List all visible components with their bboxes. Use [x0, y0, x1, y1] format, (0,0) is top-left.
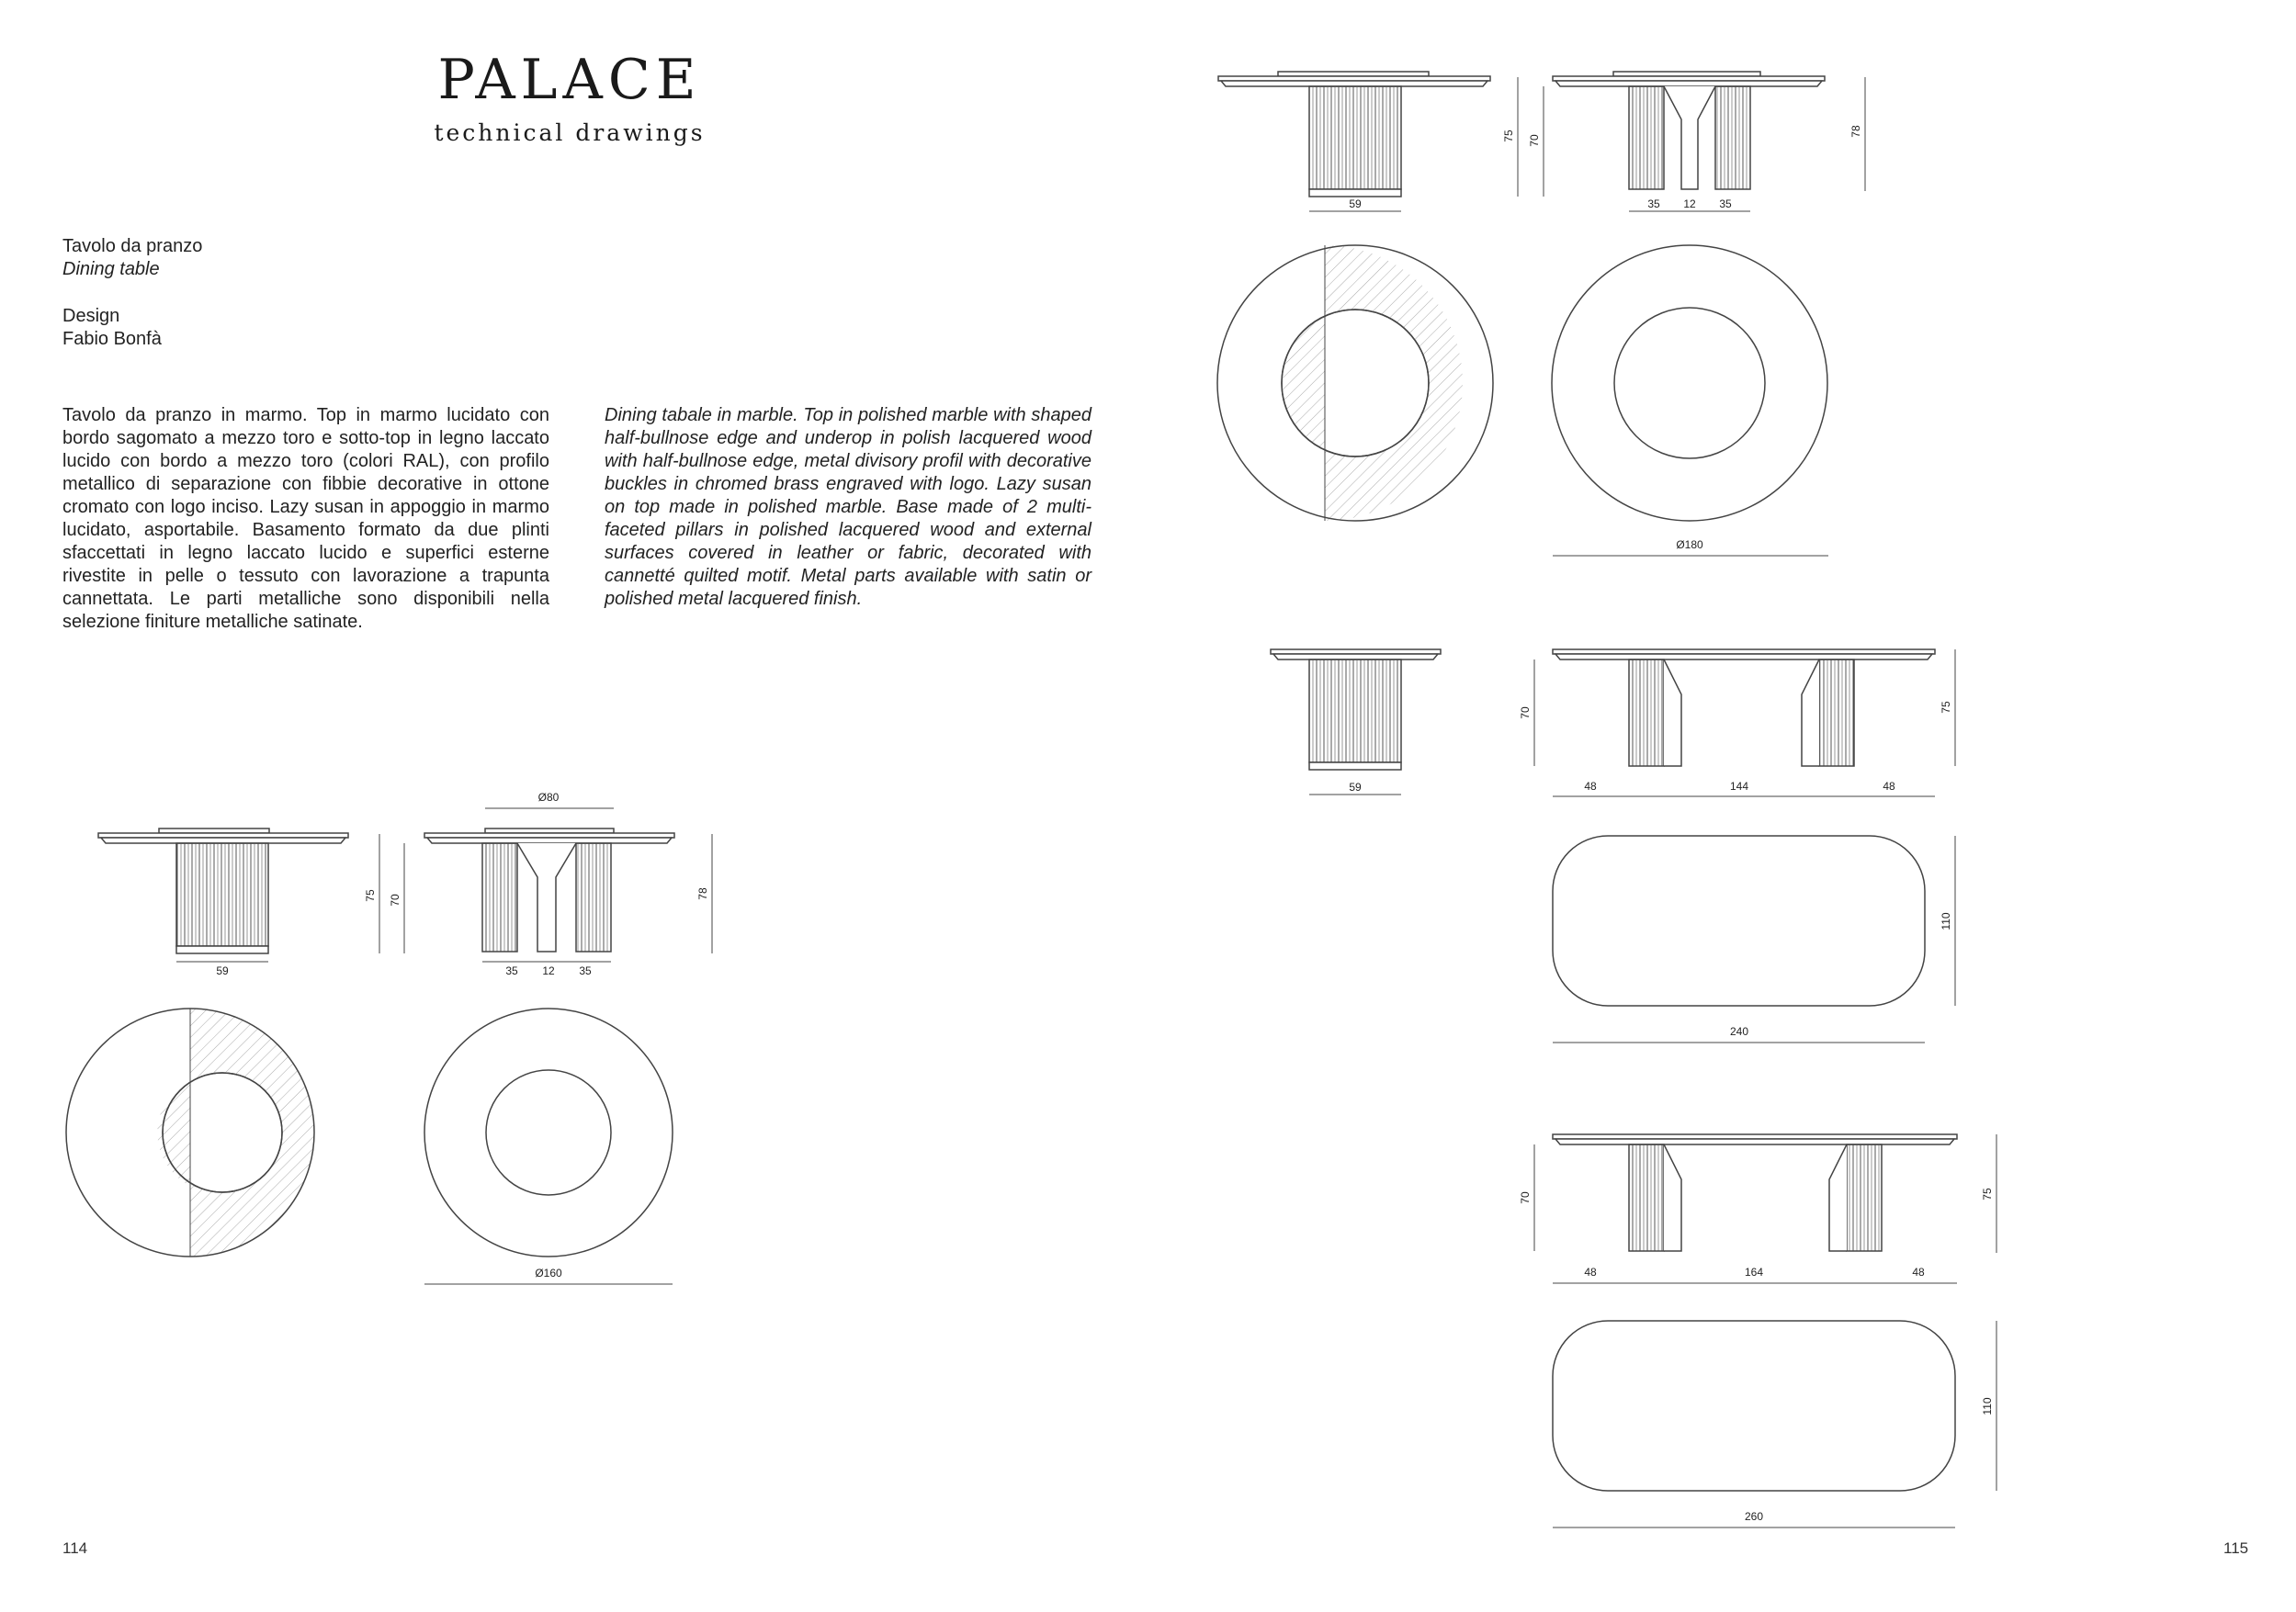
page-number-right: 115 — [2223, 1539, 2249, 1557]
round160-front-elevation — [424, 808, 712, 962]
rect260-length-label: 260 — [1744, 1510, 1764, 1523]
round160-pillar-right-label: 35 — [579, 964, 592, 977]
rect240-inner-height-label: 70 — [1519, 706, 1532, 719]
round160-front-height-label: 78 — [696, 887, 709, 900]
page-title: PALACE — [437, 48, 702, 112]
rect240-length-label: 240 — [1729, 1025, 1749, 1038]
round160-plan-section — [66, 1009, 314, 1257]
rect260-right-label: 48 — [1912, 1266, 1925, 1279]
rect260-middle-label: 164 — [1744, 1266, 1764, 1279]
round160-gap-label: 12 — [542, 964, 555, 977]
round160-side-elevation — [98, 829, 404, 962]
product-name-it: Tavolo da pranzo — [62, 236, 203, 256]
round180-plan-section — [1217, 245, 1493, 521]
round180-plan-top — [1552, 245, 1828, 556]
rect240-right-label: 48 — [1883, 780, 1895, 793]
product-name-en: Dining table — [62, 259, 160, 279]
round180-pillar-right-label: 35 — [1719, 197, 1732, 210]
rect240-left-label: 48 — [1584, 780, 1597, 793]
rect260-outer-height-label: 75 — [1981, 1188, 1994, 1201]
round180-side-base-label: 59 — [1349, 197, 1362, 210]
rect260-left-label: 48 — [1584, 1266, 1597, 1279]
rect260-inner-height-label: 70 — [1519, 1191, 1532, 1204]
rect240-side-base-label: 59 — [1349, 781, 1362, 794]
round180-height-70-label: 70 — [1528, 134, 1541, 147]
round160-plan-top — [424, 1009, 673, 1284]
rect240-plan-top — [1553, 836, 1955, 1043]
round160-pillar-left-label: 35 — [505, 964, 518, 977]
rect240-middle-label: 144 — [1729, 780, 1749, 793]
round160-lazy-susan-label: Ø80 — [537, 791, 560, 804]
round160-height-75-label: 75 — [364, 889, 377, 902]
rect240-side-elevation — [1271, 649, 1441, 795]
round180-diameter-label: Ø180 — [1676, 538, 1703, 551]
rect260-front-elevation — [1534, 1134, 1996, 1283]
rect240-outer-height-label: 75 — [1940, 701, 1952, 714]
round180-gap-label: 12 — [1683, 197, 1696, 210]
round180-pillar-left-label: 35 — [1647, 197, 1660, 210]
round160-diameter-label: Ø160 — [535, 1267, 562, 1279]
description-italian: Tavolo da pranzo in marmo. Top in marmo lucidato con bordo sagomato a mezzo toro e sotto-top in legno laccato lucido con bordo a mezzo toro (colori RAL), con profilo metallico di separazione con fibbie decorative in ottone cromato con logo inciso. Lazy susan in appoggio in marmo lucidato, asportabile. Basamento formato da due plinti sfaccettati in legno laccato lucido e superfici esterne rivestite in pelle o tessuto con lavorazione a trapunta cannettata. Le parti metalliche sono disponibili nella selezione finiture metalliche satinate. — [62, 405, 549, 632]
round180-side-elevation — [1218, 72, 1544, 211]
page-number-left: 114 — [62, 1539, 88, 1557]
page-subtitle: technical drawings — [434, 119, 706, 146]
round160-side-base-label: 59 — [216, 964, 229, 977]
description-english: Dining tabale in marble. Top in polished marble with shaped half-bullnose edge and underop in polish lacquered wood with half-bullnose edge, metal divisory profil with decorative buckles in chromed brass engraved with logo. Lazy susan on top made in polished marble. Base made of 2 multi-faceted pillars in polished lacquered wood and external surfaces covered in leather or fabric, decorated with cannetté quilted motif. Metal parts available with satin or polished metal lacquered finish. — [605, 405, 1091, 609]
rect240-depth-label: 110 — [1940, 912, 1952, 930]
round180-front-height-label: 78 — [1849, 125, 1862, 138]
round160-height-70-label: 70 — [389, 894, 402, 907]
round180-height-75-label: 75 — [1502, 130, 1515, 142]
design-label: Design — [62, 306, 120, 326]
round180-front-elevation — [1553, 72, 1865, 211]
rect260-plan-top — [1553, 1321, 1996, 1527]
designer-name: Fabio Bonfà — [62, 329, 162, 349]
rect240-front-elevation — [1534, 649, 1955, 796]
rect260-depth-label: 110 — [1981, 1397, 1994, 1415]
